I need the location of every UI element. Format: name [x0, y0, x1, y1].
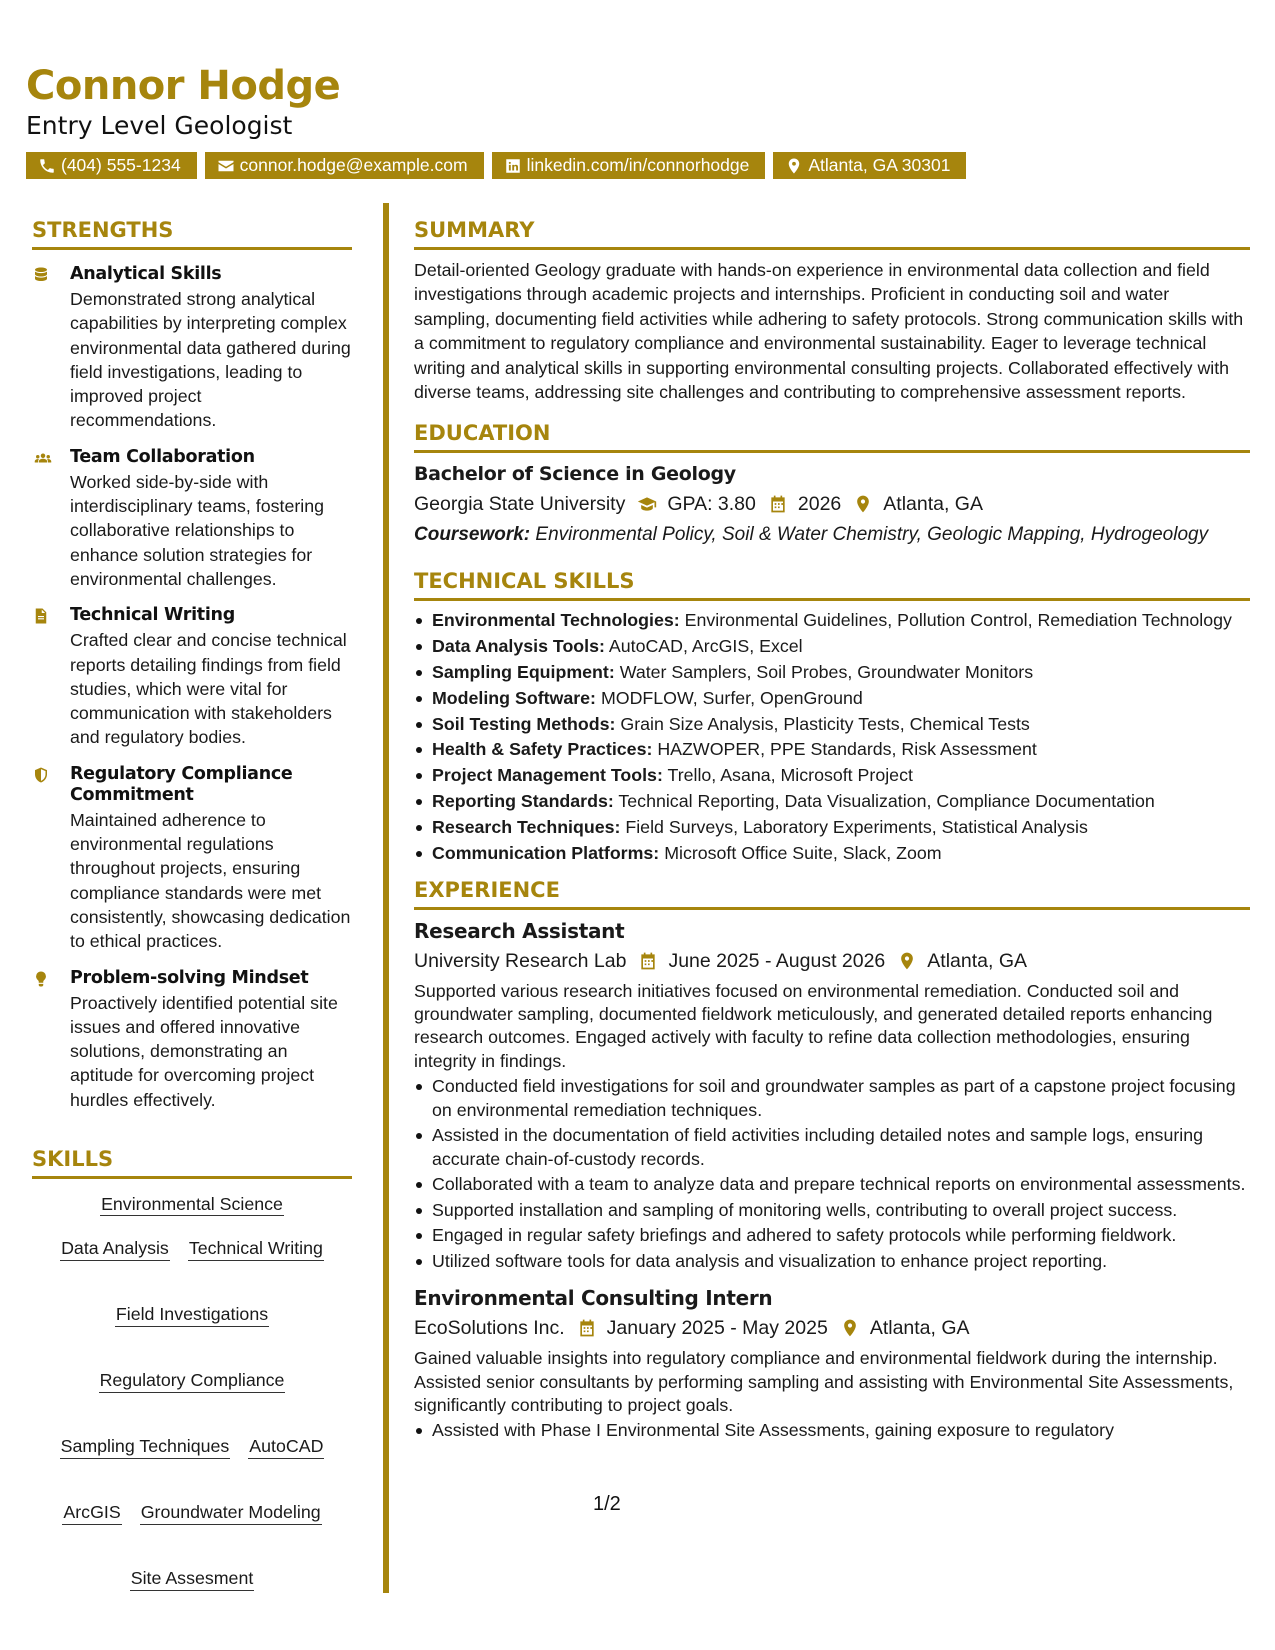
page-number: 1/2 — [593, 1493, 621, 1515]
skill-tag: Groundwater Modeling — [140, 1501, 322, 1525]
skill-values: Microsoft Office Suite, Slack, Zoom — [664, 842, 942, 863]
skill-tag: AutoCAD — [248, 1435, 324, 1459]
job-title: Environmental Consulting Intern — [414, 1286, 773, 1311]
resume-header — [26, 62, 1256, 179]
strength-desc: Maintained adherence to environmental regulations throughout projects, ensuring compliance standards were met consistently, showcasing dedication to ethical practices. — [70, 809, 351, 952]
skill-values: Technical Reporting, Data Visualization, Compliance Documentation — [618, 791, 1155, 812]
linkedin-icon — [504, 157, 522, 175]
job-bullets — [414, 1075, 1250, 1273]
education-heading: EDUCATION — [414, 420, 1250, 453]
education-meta — [414, 490, 1250, 518]
list-item — [414, 790, 1250, 813]
strength-item — [32, 968, 352, 1112]
job-meta — [414, 947, 1250, 975]
skill-values: Grain Size Analysis, Plasticity Tests, Chemical Tests — [620, 713, 1030, 734]
list-item: Utilized software tools for data analysis and visualization to enhance project reporting. — [414, 1250, 1250, 1274]
skill-category: Reporting Standards: — [432, 791, 614, 812]
lightbulb-icon — [32, 970, 50, 988]
map-pin-icon — [785, 157, 803, 175]
graduation-year: 2026 — [797, 493, 842, 516]
skill-category: Data Analysis Tools: — [432, 636, 605, 657]
strength-desc: Crafted clear and concise technical reports detailing findings from field studies, which were vital for communication with stakeholders and regulatory bodies. — [70, 630, 347, 748]
skill-category: Project Management Tools: — [432, 765, 663, 786]
list-item — [414, 738, 1250, 761]
summary-text: Detail-oriented Geology graduate with hands-on experience in environmental data collection and field investigations through academic projects and internships. Proficient in conducting soil and water sampling, documenting field activities while adhering to safety protocols. Strong communication skills with a commitment to regulatory compliance and environmental sustainability. Eager to leverage technical writing and analytical skills in supporting environmental consulting projects. Collaborated effectively with diverse teams, addressing site challenges and contributing to comprehensive assessment reports. — [414, 260, 1244, 403]
map-pin-icon — [853, 494, 873, 514]
linkedin-text: linkedin.com/in/connorhodge — [526, 155, 750, 175]
database-icon — [32, 266, 50, 284]
list-item: Assisted in the documentation of field activities including detailed notes and sample logs, ensuring accurate chain-of-custody records. — [414, 1124, 1250, 1171]
strength-title: Analytical Skills — [70, 264, 222, 284]
strength-title: Problem-solving Mindset — [70, 967, 309, 988]
document-icon — [32, 607, 50, 625]
calendar-icon — [577, 1318, 597, 1338]
skill-category: Communication Platforms: — [432, 842, 660, 863]
skill-category: Soil Testing Methods: — [432, 713, 616, 734]
phone-text: (404) 555-1234 — [61, 155, 181, 175]
technical-skills-list — [414, 609, 1250, 864]
list-item: Conducted field investigations for soil and groundwater samples as part of a capstone project focusing on environmental remediation techniques. — [414, 1075, 1250, 1122]
skills-heading: SKILLS — [32, 1146, 352, 1179]
job-bullets — [414, 1419, 1250, 1443]
location-chip — [773, 152, 966, 179]
skill-category: Health & Safety Practices: — [432, 739, 653, 760]
skill-tag: Technical Writing — [188, 1237, 324, 1261]
list-item: Supported installation and sampling of monitoring wells, contributing to overall project success. — [414, 1199, 1250, 1223]
list-item — [414, 764, 1250, 787]
skill-tag: ArcGIS — [62, 1501, 121, 1525]
calendar-icon — [638, 951, 658, 971]
users-icon — [32, 449, 54, 467]
strength-desc: Demonstrated strong analytical capabilities by interpreting complex environmental data gathered during field investigations, leading to improved project recommendations. — [70, 289, 351, 431]
phone-icon — [38, 157, 56, 175]
skill-values: HAZWOPER, PPE Standards, Risk Assessment — [657, 739, 1037, 760]
strength-desc: Proactively identified potential site issues and offered innovative solutions, demonstrating an aptitude for overcoming project hurdles effectively. — [70, 992, 338, 1110]
job-title: Research Assistant — [414, 918, 625, 943]
strengths-heading: STRENGTHS — [32, 217, 352, 250]
company-name: University Research Lab — [414, 949, 627, 972]
list-item — [414, 635, 1250, 658]
list-item — [414, 816, 1250, 839]
strength-title: Team Collaboration — [70, 446, 255, 467]
list-item: Assisted with Phase I Environmental Site Assessments, gaining exposure to regulatory — [414, 1419, 1250, 1443]
shield-icon — [32, 766, 50, 784]
skill-tag: Site Assesment — [130, 1567, 255, 1591]
skill-tag: Field Investigations — [115, 1303, 269, 1327]
skills-list — [32, 1193, 352, 1591]
strength-desc: Worked side-by-side with interdisciplinary teams, fostering collaborative relationships to enhance solution strategies for environmental challenges. — [70, 471, 324, 589]
skill-category: Sampling Equipment: — [432, 662, 615, 683]
list-item — [414, 661, 1250, 684]
experience-heading: EXPERIENCE — [414, 877, 1250, 910]
school-name: Georgia State University — [414, 493, 626, 516]
skill-values: Trello, Asana, Microsoft Project — [667, 765, 913, 786]
skill-tag: Sampling Techniques — [60, 1435, 231, 1459]
skill-category: Modeling Software: — [432, 687, 596, 708]
job-title: Entry Level Geologist — [26, 111, 293, 140]
job-dates: January 2025 - May 2025 — [606, 1317, 828, 1340]
company-name: EcoSolutions Inc. — [414, 1317, 565, 1340]
job-location: Atlanta, GA — [869, 1317, 970, 1340]
job-location: Atlanta, GA — [927, 949, 1027, 972]
skill-tag-text: Environmental Science — [101, 1194, 283, 1215]
email-text: connor.hodge@example.com — [239, 155, 468, 175]
job-description: Supported various research initiatives focused on environmental remediation. Conducted soil and groundwater sampling, documented fieldwork meticulously, and generated detailed reports enhancing research outcomes. Engaged actively with faculty to refine data collection methodologies, ensuring integrity in findings. — [414, 980, 1213, 1071]
skill-tag: Regulatory Compliance — [99, 1369, 286, 1393]
summary-heading: SUMMARY — [414, 217, 1250, 250]
map-pin-icon — [840, 1318, 860, 1338]
skill-tag: Data Analysis — [60, 1237, 170, 1261]
skill-values: MODFLOW, Surfer, OpenGround — [600, 687, 863, 708]
calendar-icon — [768, 494, 788, 514]
job-dates: June 2025 - August 2026 — [668, 949, 886, 972]
location-text: Atlanta, GA 30301 — [808, 155, 951, 175]
linkedin-chip[interactable] — [492, 152, 766, 179]
skill-tag — [42, 1193, 342, 1216]
envelope-icon — [217, 157, 235, 175]
skill-values: AutoCAD, ArcGIS, Excel — [608, 636, 803, 657]
graduation-cap-icon — [637, 494, 657, 514]
email-chip[interactable] — [205, 152, 484, 179]
column-divider — [383, 203, 389, 1593]
strength-item — [32, 447, 352, 591]
candidate-name: Connor Hodge — [26, 63, 341, 109]
strength-item — [32, 764, 352, 954]
phone-chip[interactable] — [26, 152, 197, 179]
skill-category: Research Techniques: — [432, 816, 621, 837]
skill-values: Water Samplers, Soil Probes, Groundwater Monitors — [619, 662, 1034, 683]
skill-category: Environmental Technologies: — [432, 610, 680, 631]
strength-title: Regulatory Compliance Commitment — [70, 763, 293, 805]
strength-item — [32, 264, 352, 433]
degree-title: Bachelor of Science in Geology — [414, 463, 736, 486]
education-location: Atlanta, GA — [883, 493, 983, 516]
coursework-list: Environmental Policy, Soil & Water Chemistry, Geologic Mapping, Hydrogeology — [535, 524, 1209, 546]
coursework-label: Coursework: — [414, 524, 531, 546]
list-item — [414, 609, 1250, 632]
skill-values: Field Surveys, Laboratory Experiments, Statistical Analysis — [625, 816, 1088, 837]
gpa: GPA: 3.80 — [667, 493, 756, 516]
strength-title: Technical Writing — [70, 605, 235, 626]
list-item: Engaged in regular safety briefings and adhered to safety protocols while performing fieldwork. — [414, 1224, 1250, 1248]
list-item — [414, 713, 1250, 736]
list-item: Collaborated with a team to analyze data and prepare technical reports on environmental assessments. — [414, 1173, 1250, 1197]
right-column — [414, 217, 1250, 1445]
map-pin-icon — [897, 951, 917, 971]
contact-bar — [26, 152, 1256, 179]
job-description: Gained valuable insights into regulatory compliance and environmental fieldwork during the internship. Assisted senior consultants by performing sampling and assisting with Environmental Site Assessments, significantly contributing to project goals. — [414, 1348, 1234, 1416]
left-column — [32, 217, 352, 1591]
strength-item — [32, 605, 352, 749]
list-item — [414, 687, 1250, 710]
job-meta — [414, 1314, 1250, 1342]
skill-values: Environmental Guidelines, Pollution Control, Remediation Technology — [684, 610, 1232, 631]
list-item — [414, 842, 1250, 865]
coursework — [414, 522, 1250, 548]
technical-skills-heading: TECHNICAL SKILLS — [414, 568, 1250, 601]
